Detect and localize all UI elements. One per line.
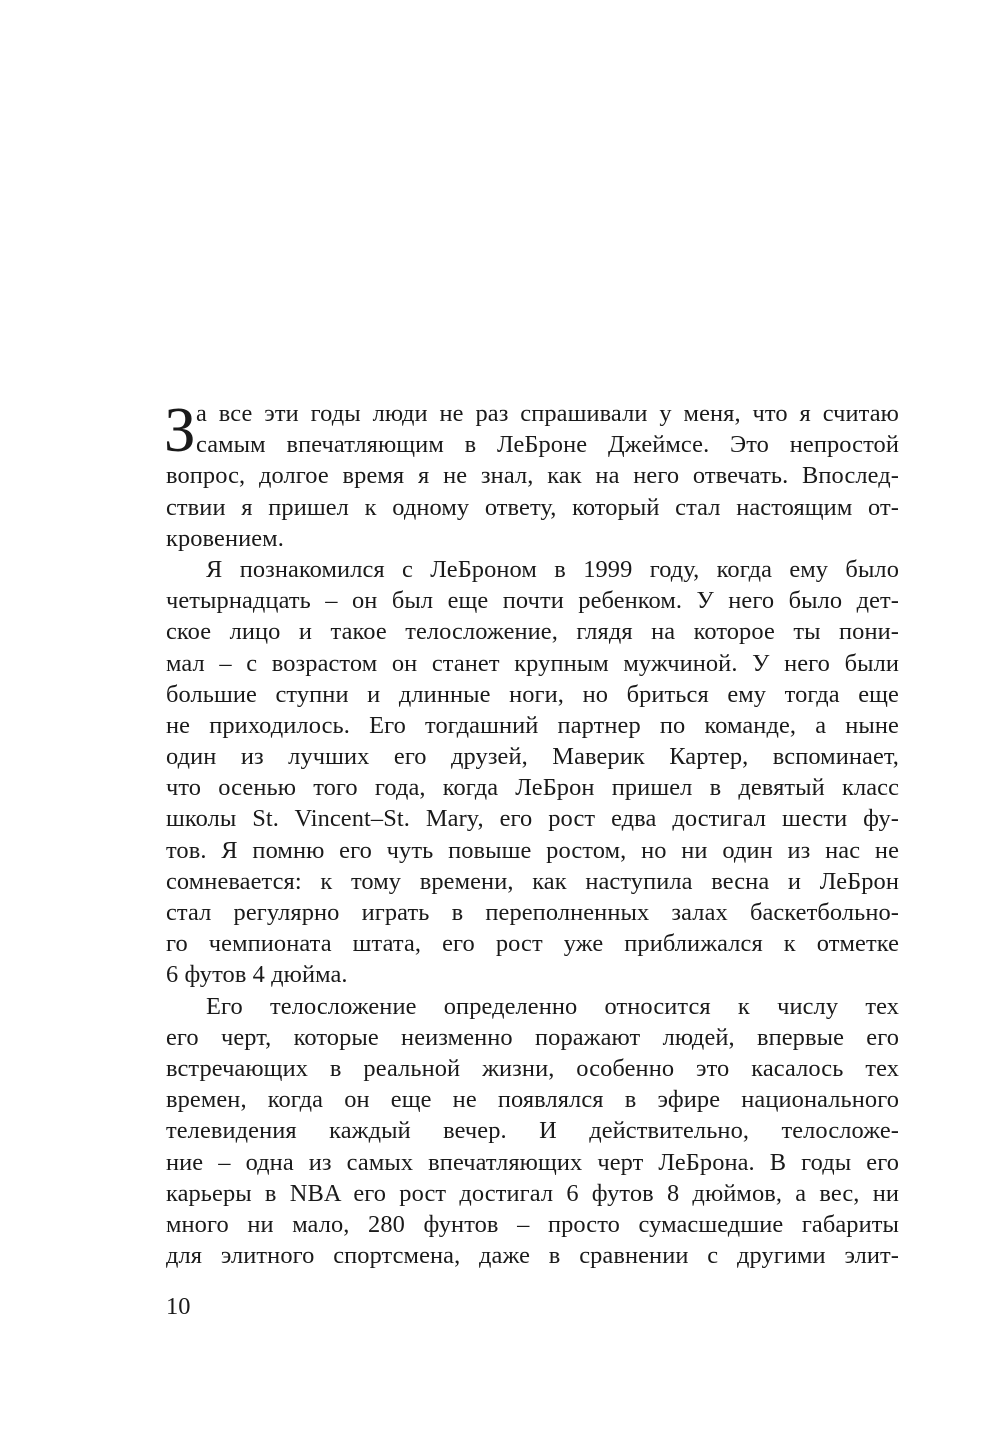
text-line: 6 футов 4 дюйма.	[166, 961, 348, 989]
text-line: го чемпионата штата, его рост уже приближался к отметке	[166, 930, 899, 958]
text-line: много ни мало, 280 фунтов – просто сумасшедшие габариты	[166, 1210, 899, 1238]
paragraph-3	[166, 991, 899, 1272]
text-line: для элитного спортсмена, даже в сравнении с другими элит-	[166, 1242, 899, 1270]
text-line: времен, когда он еще не появлялся в эфире национального	[166, 1086, 899, 1114]
text-line: вопрос, долгое время я не знал, как на него отвечать. Впослед-	[166, 462, 899, 490]
text-line: что осенью того года, когда ЛеБрон пришел в девятый класс	[166, 774, 899, 802]
text-line: встречающих в реальной жизни, особенно это касалось тех	[166, 1054, 899, 1082]
text-line: кровением.	[166, 524, 284, 552]
page-number: 10	[166, 1293, 191, 1320]
text-line: ствии я пришел к одному ответу, который стал настоящим от-	[166, 493, 899, 521]
text-line: ние – одна из самых впечатляющих черт ЛеБрона. В годы его	[166, 1148, 899, 1176]
text-line: большие ступни и длинные ноги, но бриться ему тогда еще	[166, 680, 899, 708]
text-line: школы St. Vincent–St. Mary, его рост едва достигал шести фу-	[166, 805, 899, 833]
text-line: а все эти годы люди не раз спрашивали у меня, что я считаю	[196, 400, 899, 427]
text-line: стал регулярно играть в переполненных залах баскетбольно-	[166, 899, 899, 926]
text-line: один из лучших его друзей, Маверик Картер, вспоминает,	[166, 743, 899, 771]
text-line: Его телосложение определенно относится к числу тех	[206, 992, 899, 1020]
text-line: ское лицо и такое телосложение, глядя на которое ты пони-	[166, 618, 899, 646]
body-text	[164, 395, 899, 1271]
text-line: тов. Я помню его чуть повыше ростом, но ни один из нас не	[166, 836, 899, 864]
text-line: телевидения каждый вечер. И действительно, телосложе-	[166, 1117, 899, 1145]
drop-cap: З	[164, 395, 196, 465]
text-line: четырнадцать – он был еще почти ребенком. У него было дет-	[166, 587, 899, 615]
text-line: не приходилось. Его тогдашний партнер по команде, а ныне	[166, 711, 899, 739]
text-line: мал – с возрастом он станет крупным мужчиной. У него были	[166, 649, 899, 677]
text-line: самым впечатляющим в ЛеБроне Джеймсе. Это непростой	[196, 431, 899, 459]
text-line: его черт, которые неизменно поражают людей, впервые его	[166, 1023, 899, 1051]
text-line: карьеры в NBA его рост достигал 6 футов 8 дюймов, а вес, ни	[166, 1179, 899, 1207]
text-line: сомневается: к тому времени, как наступила весна и ЛеБрон	[166, 867, 899, 895]
paragraph-2	[166, 554, 899, 991]
text-line: Я познакомился с ЛеБроном в 1999 году, когда ему было	[206, 555, 899, 583]
paragraph-1	[164, 395, 899, 554]
